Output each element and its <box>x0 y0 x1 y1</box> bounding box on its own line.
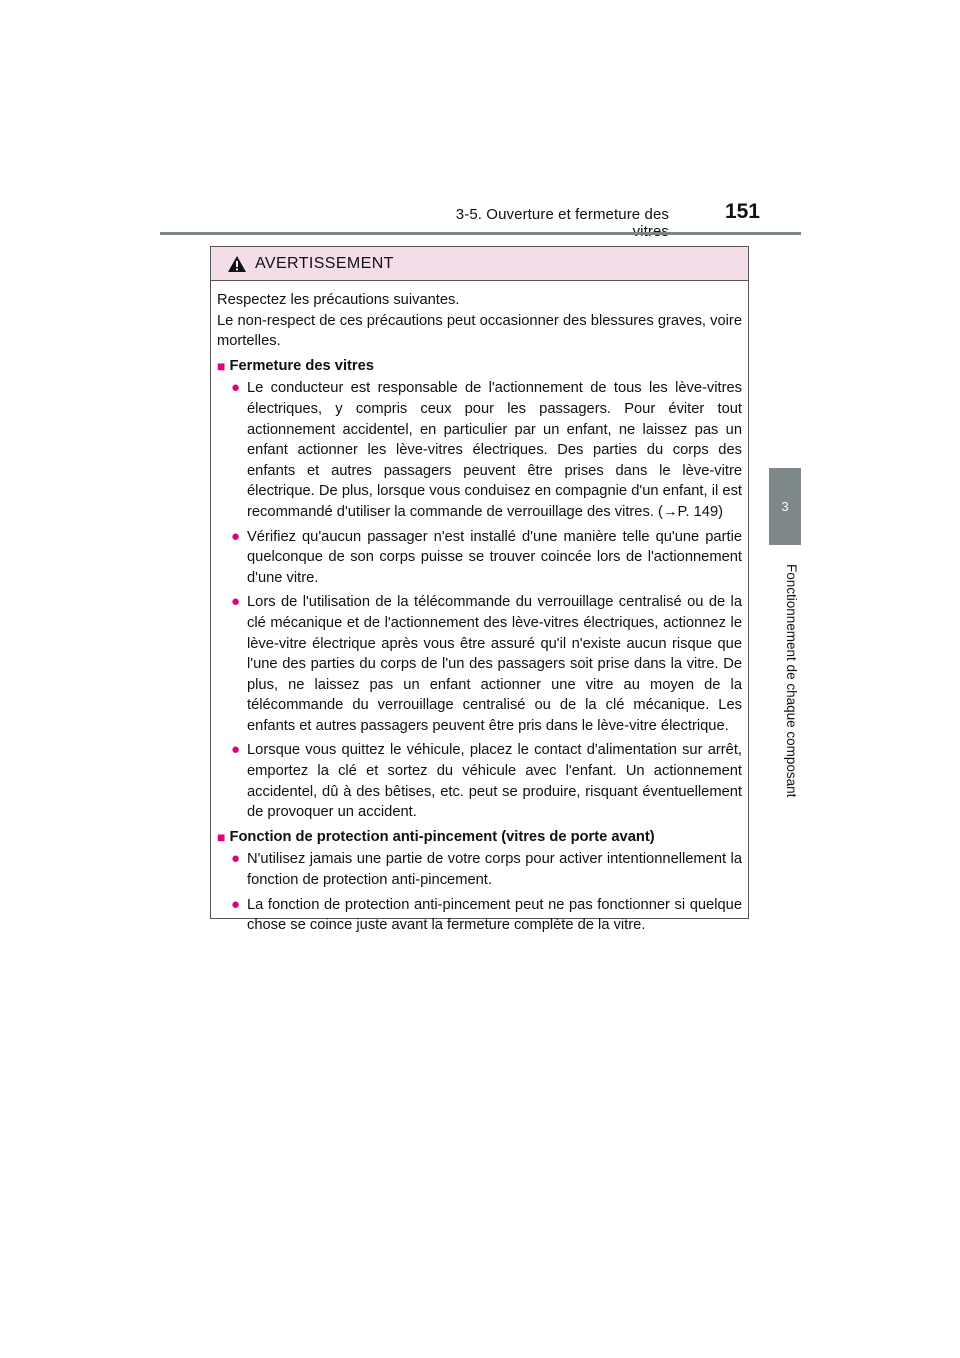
list-item-text: Lorsque vous quittez le véhicule, placez le contact d'alimentation sur arrêt, emportez la clé et sortez du véhicule avec l'enfant. Un actionnement accidentel, dû à des bêtises, etc. peut se produire, risquant éventuellement de provoquer un accident. <box>247 742 742 821</box>
warning-header <box>211 247 748 281</box>
page-number: 151 <box>724 200 760 223</box>
intro-line: Respectez les précautions suivantes. <box>217 292 460 308</box>
section-heading-text: Fermeture des vitres <box>229 357 374 374</box>
list-item-text: Le conducteur est responsable de l'actionnement de tous les lève-vitres électriques, y compris ceux pour les passagers. Pour éviter tout actionnement accidentel, en particulier par un enfant, ne laissez pas un enfant actionner les lève-vitres électriques. Des parties du corps des enfants et autres passagers peuvent être prises dans le lève-vitre électrique. De plus, lorsque vous conduisez en compagnie d'un enfant, il est recommandé d'utiliser la commande de verrouillage des vitres. (→P. 149) <box>247 380 742 520</box>
warning-body <box>211 281 748 936</box>
list-item <box>217 895 742 936</box>
list-item <box>217 849 742 890</box>
warning-title: AVERTISSEMENT <box>255 254 394 272</box>
round-bullet-icon: ● <box>231 593 241 611</box>
chapter-title: Fonctionnement de chaque composant <box>784 564 799 798</box>
list-item-text: La fonction de protection anti-pincement peut ne pas fonctionner si quelque chose se coince juste avant la fermeture complète de la vitre. <box>247 896 742 934</box>
list-item <box>217 378 742 522</box>
section-title: 3-5. Ouverture et fermeture des <box>455 206 669 223</box>
square-bullet-icon: ■ <box>217 357 226 374</box>
list-item-text: Vérifiez qu'aucun passager n'est installé d'une manière telle qu'une partie quelconque de son corps puisse se trouver coincée lors de l'actionnement d'une vitre. <box>247 528 742 586</box>
chapter-tab <box>769 468 801 545</box>
header-divider <box>160 232 801 235</box>
section-heading <box>217 356 742 377</box>
list-item <box>217 592 742 736</box>
square-bullet-icon: ■ <box>217 828 226 845</box>
round-bullet-icon: ● <box>231 527 241 545</box>
round-bullet-icon: ● <box>231 895 241 913</box>
list-item-text: N'utilisez jamais une partie de votre corps pour activer intentionnellement la fonction de protection anti-pincement. <box>247 851 742 889</box>
chapter-number: 3 <box>781 499 789 514</box>
intro-line: Le non-respect de ces précautions peut occasionner des blessures graves, voire mortelles. <box>217 312 742 350</box>
list-item <box>217 527 742 589</box>
list-item-text: Lors de l'utilisation de la télécommande du verrouillage centralisé ou de la clé mécanique et de l'actionnement des lève-vitres électriques, actionnez le lève-vitre électrique après vous être assuré qu'il n'existe aucun risque que l'une des parties du corps de l'un des passagers soit prise dans la vitre. De plus, ne laissez pas un enfant actionner une vitre au moyen de la télécommande du verrouillage centralisé ou de la clé mécanique. Les enfants et autres passagers peuvent être pris dans le lève-vitre électrique. <box>247 594 742 734</box>
round-bullet-icon: ● <box>231 379 241 397</box>
section-heading-text: Fonction de protection anti-pincement (vitres de porte avant) <box>229 828 655 845</box>
list-item <box>217 740 742 822</box>
round-bullet-icon: ● <box>231 741 241 759</box>
section-heading <box>217 827 742 848</box>
warning-box <box>210 246 749 934</box>
round-bullet-icon: ● <box>231 850 241 868</box>
warning-triangle-icon <box>227 255 247 273</box>
